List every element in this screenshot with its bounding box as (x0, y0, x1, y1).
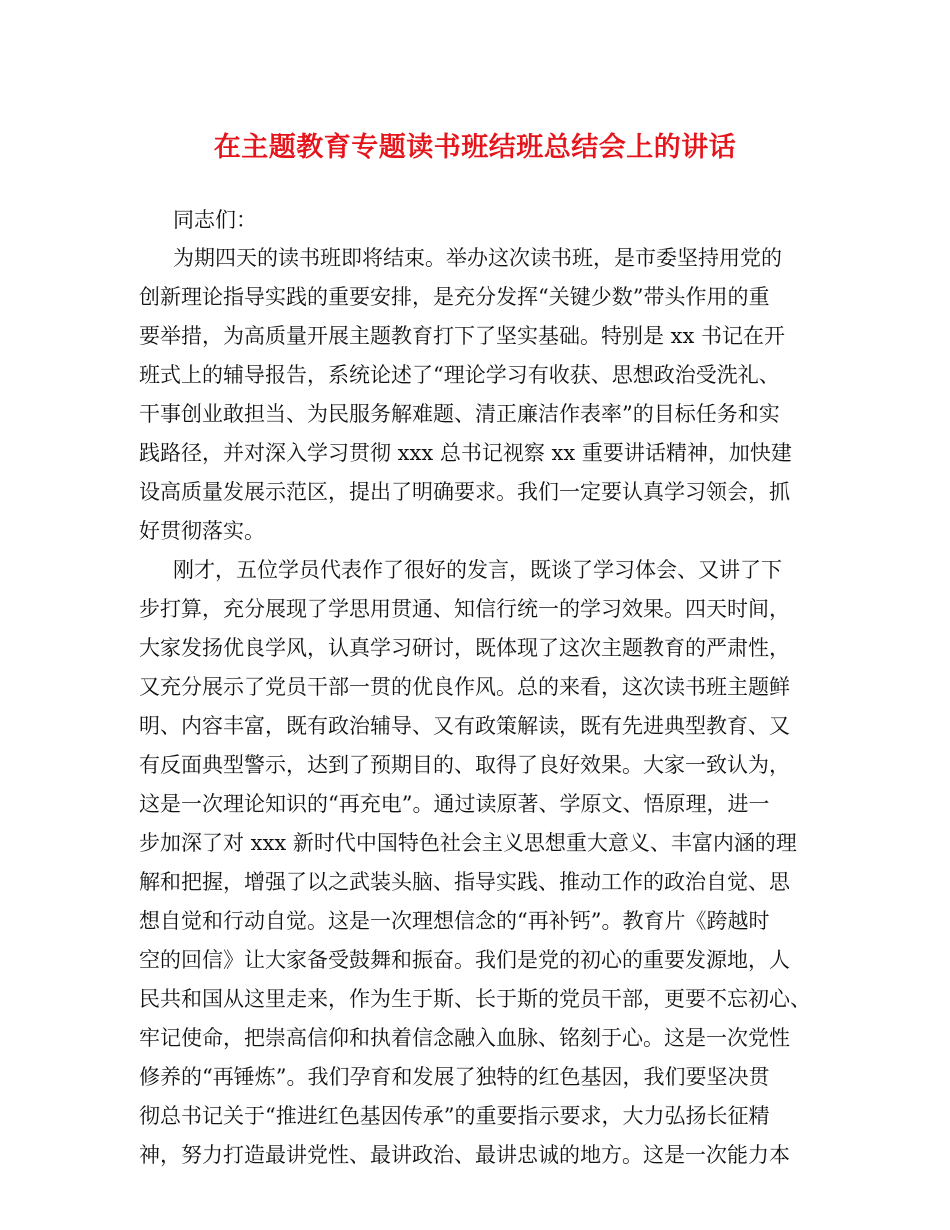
paragraph-1-line-3: 要举措，为高质量开展主题教育打下了坚实基础。特别是 xx 书记在开 (139, 324, 786, 348)
paragraph-1-line-7: 设高质量发展示范区，提出了明确要求。我们一定要认真学习领会，抓 (139, 480, 790, 504)
paragraph-2-line-7: 这是一次理论知识的“再充电”。通过读原著、学原文、悟原理，进一 (139, 792, 770, 816)
paragraph-1-line-4: 班式上的辅导报告，系统论述了“理论学习有收获、思想政治受洗礼、 (139, 363, 780, 387)
paragraph-2-line-8: 步加深了对 xxx 新时代中国特色社会主义思想重大意义、丰富内涵的理 (139, 831, 797, 855)
paragraph-2-line-5: 明、内容丰富，既有政治辅导、又有政策解读，既有先进典型教育、又 (139, 714, 790, 738)
paragraph-2-line-2: 步打算，充分展现了学思用贯通、知信行统一的学习效果。四天时间， (139, 597, 790, 621)
paragraph-1-line-5: 干事创业敢担当、为民服务解难题、清正廉洁作表率”的目标任务和实 (139, 402, 780, 426)
paragraph-2-line-3: 大家发扬优良学风，认真学习研讨，既体现了这次主题教育的严肃性， (139, 636, 790, 660)
paragraph-1-line-6: 践路径，并对深入学习贯彻 xxx 总书记视察 xx 重要讲话精神，加快建 (139, 441, 792, 465)
salutation: 同志们： (173, 208, 257, 232)
paragraph-2-line-11: 空的回信》让大家备受鼓舞和振奋。我们是党的初心的重要发源地，人 (139, 948, 790, 972)
paragraph-1-line-1: 为期四天的读书班即将结束。举办这次读书班，是市委坚持用党的 (173, 246, 782, 270)
paragraph-2-line-16: 神，努力打造最讲党性、最讲政治、最讲忠诚的地方。这是一次能力本 (139, 1143, 790, 1167)
paragraph-2-line-9: 解和把握，增强了以之武装头脑、指导实践、推动工作的政治自觉、思 (139, 870, 790, 894)
paragraph-2-line-10: 想自觉和行动自觉。这是一次理想信念的“再补钙”。教育片《跨越时 (139, 909, 770, 933)
paragraph-1-line-2: 创新理论指导实践的重要安排，是充分发挥“关键少数”带头作用的重 (139, 285, 770, 309)
paragraph-2-line-15: 彻总书记关于“推进红色基因传承”的重要指示要求，大力弘扬长征精 (139, 1104, 770, 1128)
paragraph-2-line-12: 民共和国从这里走来，作为生于斯、长于斯的党员干部，更要不忘初心、 (139, 987, 811, 1011)
paragraph-2-line-14: 修养的“再锤炼”。我们孕育和发展了独特的红色基因，我们要坚决贯 (139, 1065, 770, 1089)
paragraph-2-line-4: 又充分展示了党员干部一贯的优良作风。总的来看，这次读书班主题鲜 (139, 675, 790, 699)
document-title: 在主题教育专题读书班结班总结会上的讲话 (213, 132, 737, 163)
paragraph-1-line-8: 好贯彻落实。 (139, 519, 265, 543)
paragraph-2-line-1: 刚才，五位学员代表作了很好的发言，既谈了学习体会、又讲了下 (173, 558, 782, 582)
paragraph-2-line-6: 有反面典型警示，达到了预期目的、取得了良好效果。大家一致认为， (139, 753, 790, 777)
paragraph-2-line-13: 牢记使命，把崇高信仰和执着信念融入血脉、铭刻于心。这是一次党性 (139, 1026, 790, 1050)
